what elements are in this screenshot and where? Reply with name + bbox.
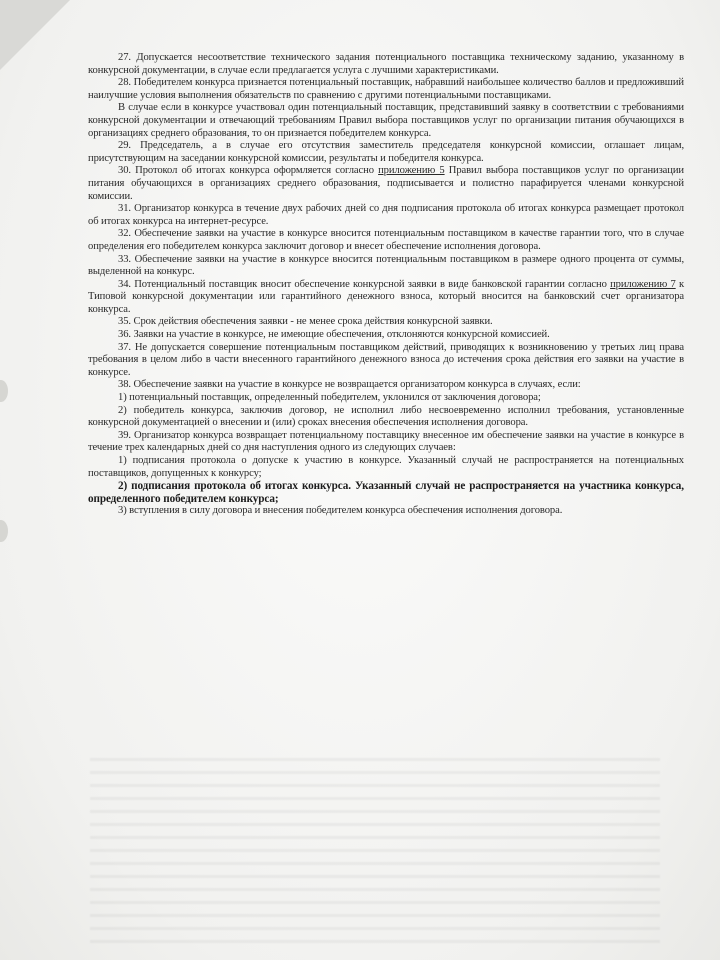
punch-hole-mark <box>0 520 8 542</box>
paragraph-34 <box>88 279 684 317</box>
paragraph-30 <box>88 165 684 203</box>
paragraph-27: 27. Допускается несоответствие технического задания потенциального поставщика техническому заданию, указанному в конкурсной документации, в случае если предлагается услуга с лучшими характеристиками. <box>88 52 684 76</box>
paragraph-34-text: 34. Потенциальный поставщик вносит обеспечение конкурсной заявки в виде банковской гарантии согласно <box>118 278 611 290</box>
paragraph-32: 32. Обеспечение заявки на участие в конкурсе вносится потенциальным поставщиком в качестве гарантии того, что в случае определения его победителем конкурса заключит договор и внесет обеспечение исполнения договора. <box>88 228 684 252</box>
paragraph-31: 31. Организатор конкурса в течение двух рабочих дней со дня подписания протокола об итогах конкурса размещает протокол об итогах конкурса на интернет-ресурсе. <box>88 203 684 227</box>
paragraph-37: 37. Не допускается совершение потенциальным поставщиком действий, приводящих к возникновению у третьих лиц права требования в целом либо в части внесенного гарантийного денежного взноса до истечения срока действия его заявки на участие в конкурсе. <box>88 341 684 378</box>
paragraph-39: 39. Организатор конкурса возвращает потенциальному поставщику внесенное им обеспечение заявки на участие в конкурсе в течение трех календарных дней со дня наступления одного из следующих случаев: <box>88 429 684 454</box>
document-body <box>88 52 684 518</box>
folded-corner <box>0 0 70 70</box>
bleed-through-text <box>90 748 660 948</box>
paragraph-39-item-1: 1) подписания протокола о допуске к участию в конкурсе. Указанный случай не распространяется на потенциальных поставщиков, допущенных к конкурсу; <box>88 455 684 479</box>
paragraph-30-text-cont: Правил выбора поставщиков услуг по организации питания обучающихся в организациях среднего образования, подписывается и полистно парафируется членами конкурсной комиссии. <box>88 165 684 202</box>
paragraph-30-text: 30. Протокол об итогах конкурса оформляется согласно <box>118 165 379 177</box>
punch-hole-mark <box>0 380 8 402</box>
paragraph-34-text-cont: к Типовой конкурсной документации или гарантийного денежного взноса, который вносится на банковский счет организатора конкурса. <box>88 278 684 315</box>
paragraph-39-item-2: 2) подписания протокола об итогах конкурса. Указанный случай не распространяется на участника конкурса, определенного победителем конкурса; <box>88 480 684 505</box>
paragraph-28: 28. Победителем конкурса признается потенциальный поставщик, набравший наибольшее количество баллов и предложивший наилучшие условия выполнения обязательств по сравнению с другими потенциальными поставщиками. <box>88 77 684 101</box>
paragraph-35: 35. Срок действия обеспечения заявки - не менее срока действия конкурсной заявки. <box>118 316 493 328</box>
paragraph-39-item-3: 3) вступления в силу договора и внесения победителем конкурса обеспечения исполнения договора. <box>118 505 563 517</box>
paragraph-38: 38. Обеспечение заявки на участие в конкурсе не возвращается организатором конкурса в случаях, если: <box>118 379 581 391</box>
paragraph-38-item-1: 1) потенциальный поставщик, определенный победителем, уклонился от заключения договора; <box>118 392 541 404</box>
paragraph-36: 36. Заявки на участие в конкурсе, не имеющие обеспечения, отклоняются конкурсной комиссией. <box>118 329 550 341</box>
appendix-5-link[interactable]: приложению 5 <box>378 165 445 177</box>
paragraph-38-item-2: 2) победитель конкурса, заключив договор, не исполнил либо несвоевременно исполнил требования, установленные конкурсной документацией о внесении и (или) сроках внесения обеспечения исполнения договора. <box>88 404 684 429</box>
appendix-7-link[interactable]: приложению 7 <box>610 278 676 290</box>
paragraph-33: 33. Обеспечение заявки на участие в конкурсе вносится потенциальным поставщиком в размере одного процента от суммы, выделенной на конкурс. <box>88 253 684 278</box>
paragraph-28-single-supplier: В случае если в конкурсе участвовал один потенциальный поставщик, представивший заявку в соответствии с требованиями конкурсной документации и отвечающий требованиям Правил выбора поставщиков услуг по организации питания обучающихся в организациях среднего образования, то он признается победителем конкурса. <box>88 102 684 139</box>
paragraph-29: 29. Председатель, а в случае его отсутствия заместитель председателя конкурсной комиссии, оглашает лицам, присутствующим на заседании конкурсной комиссии, результаты и победителя конкурса. <box>88 140 684 164</box>
